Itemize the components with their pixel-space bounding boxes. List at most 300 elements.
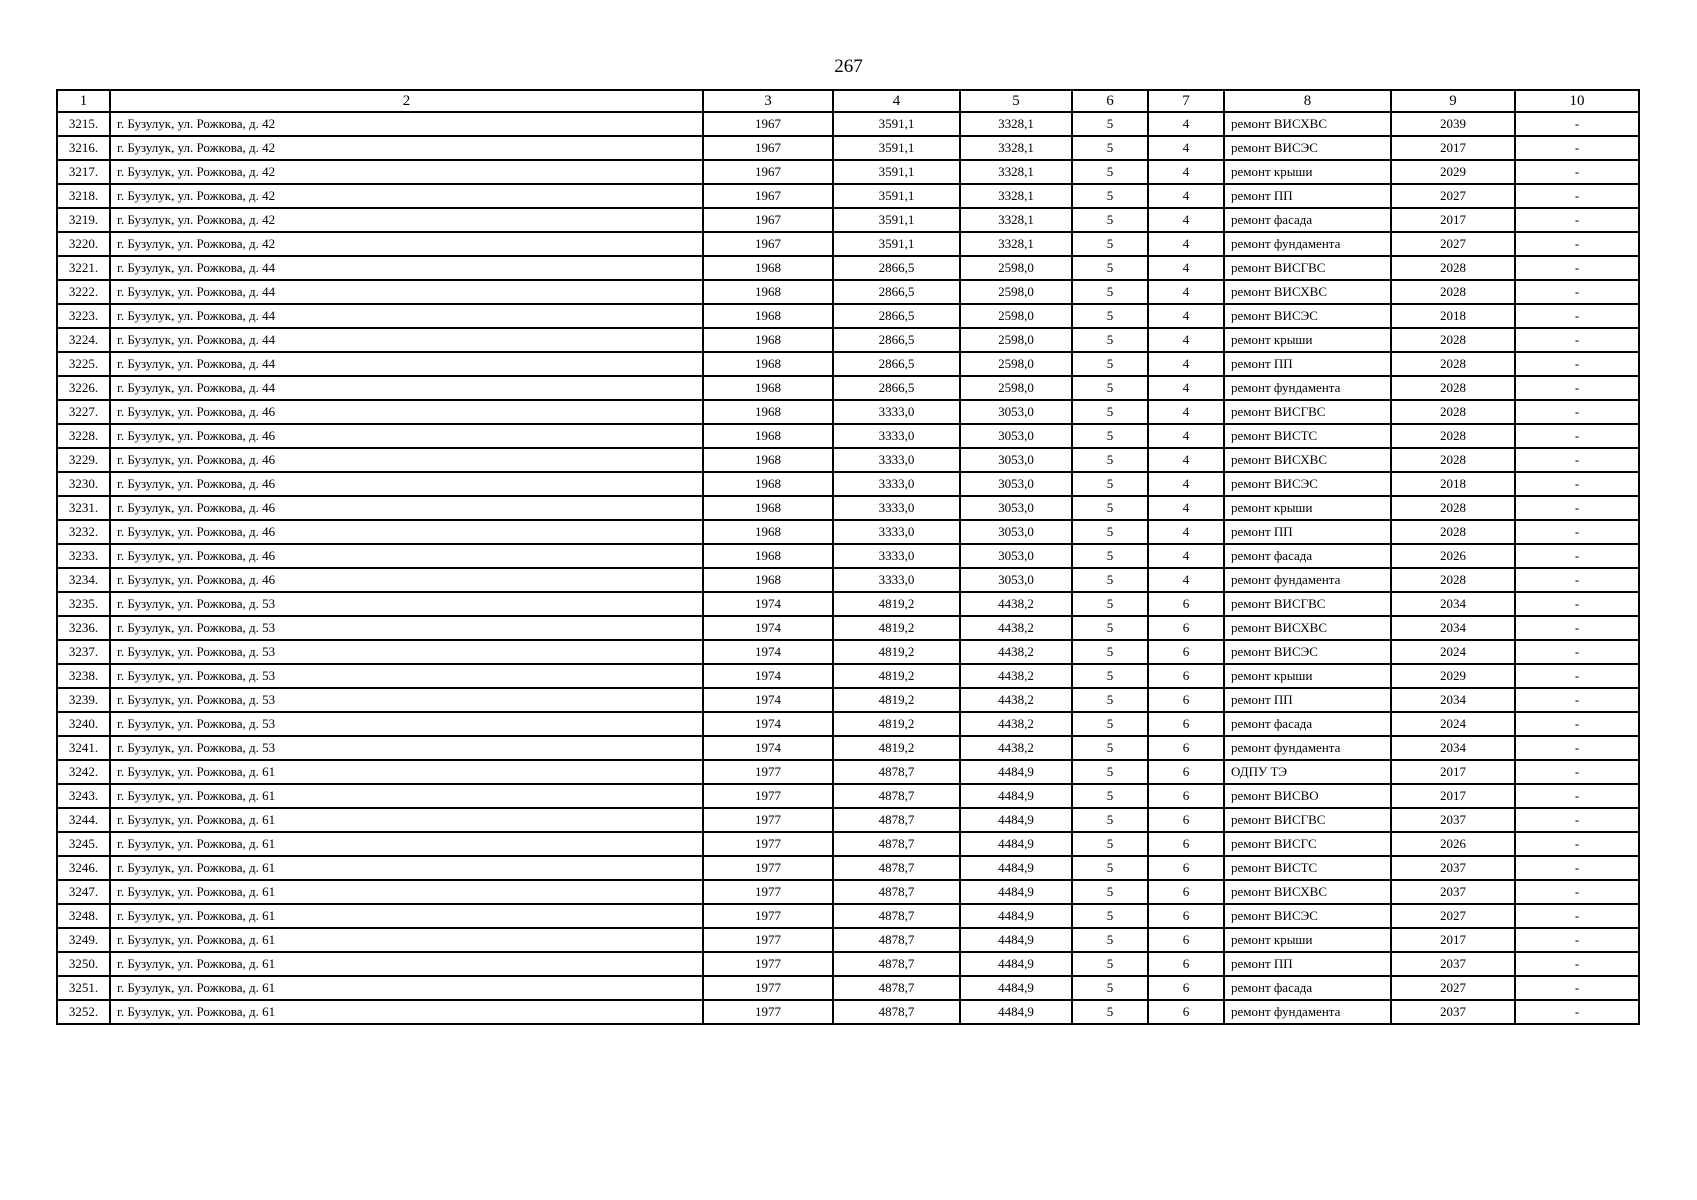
work-type-cell: ремонт фундамента: [1224, 736, 1391, 760]
address-cell: г. Бузулук, ул. Рожкова, д. 44: [110, 352, 703, 376]
living-area-cell: 4484,9: [960, 904, 1072, 928]
row-number: 3235.: [57, 592, 110, 616]
row-number: 3251.: [57, 976, 110, 1000]
living-area-cell: 4484,9: [960, 952, 1072, 976]
work-type-cell: ремонт ПП: [1224, 352, 1391, 376]
table-row: [57, 472, 1639, 496]
table-row: [57, 712, 1639, 736]
table-row: [57, 976, 1639, 1000]
work-type-cell: ремонт крыши: [1224, 160, 1391, 184]
row-number: 3218.: [57, 184, 110, 208]
work-type-cell: ремонт крыши: [1224, 664, 1391, 688]
living-area-cell: 4484,9: [960, 808, 1072, 832]
entrances-cell: 6: [1148, 688, 1224, 712]
floors-cell: 5: [1072, 256, 1148, 280]
total-area-cell: 4878,7: [833, 976, 960, 1000]
floors-cell: 5: [1072, 736, 1148, 760]
row-number: 3242.: [57, 760, 110, 784]
column-header: 10: [1515, 90, 1639, 112]
row-number: 3222.: [57, 280, 110, 304]
total-area-cell: 4819,2: [833, 688, 960, 712]
address-cell: г. Бузулук, ул. Рожкова, д. 44: [110, 328, 703, 352]
total-area-cell: 4878,7: [833, 832, 960, 856]
year-built-cell: 1977: [703, 952, 833, 976]
total-area-cell: 2866,5: [833, 376, 960, 400]
living-area-cell: 4438,2: [960, 688, 1072, 712]
address-cell: г. Бузулук, ул. Рожкова, д. 42: [110, 232, 703, 256]
table-row: [57, 184, 1639, 208]
work-type-cell: ремонт крыши: [1224, 496, 1391, 520]
year-built-cell: 1968: [703, 448, 833, 472]
note-cell: -: [1515, 928, 1639, 952]
total-area-cell: 3333,0: [833, 520, 960, 544]
row-number: 3236.: [57, 616, 110, 640]
entrances-cell: 6: [1148, 832, 1224, 856]
note-cell: -: [1515, 160, 1639, 184]
plan-year-cell: 2028: [1391, 496, 1515, 520]
entrances-cell: 4: [1148, 520, 1224, 544]
living-area-cell: 3053,0: [960, 544, 1072, 568]
year-built-cell: 1968: [703, 304, 833, 328]
table-row: [57, 616, 1639, 640]
total-area-cell: 3333,0: [833, 472, 960, 496]
address-cell: г. Бузулук, ул. Рожкова, д. 46: [110, 400, 703, 424]
address-cell: г. Бузулук, ул. Рожкова, д. 61: [110, 952, 703, 976]
year-built-cell: 1968: [703, 544, 833, 568]
address-cell: г. Бузулук, ул. Рожкова, д. 53: [110, 616, 703, 640]
address-cell: г. Бузулук, ул. Рожкова, д. 61: [110, 856, 703, 880]
work-type-cell: ОДПУ ТЭ: [1224, 760, 1391, 784]
address-cell: г. Бузулук, ул. Рожкова, д. 46: [110, 424, 703, 448]
table-row: [57, 304, 1639, 328]
address-cell: г. Бузулук, ул. Рожкова, д. 61: [110, 832, 703, 856]
entrances-cell: 6: [1148, 784, 1224, 808]
address-cell: г. Бузулук, ул. Рожкова, д. 53: [110, 640, 703, 664]
living-area-cell: 4438,2: [960, 712, 1072, 736]
year-built-cell: 1967: [703, 184, 833, 208]
entrances-cell: 6: [1148, 616, 1224, 640]
note-cell: -: [1515, 136, 1639, 160]
entrances-cell: 4: [1148, 352, 1224, 376]
year-built-cell: 1967: [703, 160, 833, 184]
row-number: 3252.: [57, 1000, 110, 1024]
entrances-cell: 4: [1148, 400, 1224, 424]
address-cell: г. Бузулук, ул. Рожкова, д. 53: [110, 688, 703, 712]
table-row: [57, 136, 1639, 160]
living-area-cell: 3328,1: [960, 232, 1072, 256]
plan-year-cell: 2017: [1391, 784, 1515, 808]
total-area-cell: 3591,1: [833, 136, 960, 160]
registry-table: [56, 89, 1640, 1025]
entrances-cell: 6: [1148, 736, 1224, 760]
entrances-cell: 4: [1148, 304, 1224, 328]
year-built-cell: 1967: [703, 136, 833, 160]
note-cell: -: [1515, 568, 1639, 592]
floors-cell: 5: [1072, 640, 1148, 664]
work-type-cell: ремонт ВИСХВС: [1224, 112, 1391, 136]
address-cell: г. Бузулук, ул. Рожкова, д. 61: [110, 880, 703, 904]
address-cell: г. Бузулук, ул. Рожкова, д. 61: [110, 760, 703, 784]
living-area-cell: 4484,9: [960, 976, 1072, 1000]
floors-cell: 5: [1072, 856, 1148, 880]
living-area-cell: 4438,2: [960, 664, 1072, 688]
plan-year-cell: 2029: [1391, 664, 1515, 688]
table-row: [57, 736, 1639, 760]
note-cell: -: [1515, 880, 1639, 904]
floors-cell: 5: [1072, 496, 1148, 520]
total-area-cell: 3591,1: [833, 160, 960, 184]
note-cell: -: [1515, 712, 1639, 736]
note-cell: -: [1515, 280, 1639, 304]
entrances-cell: 4: [1148, 280, 1224, 304]
plan-year-cell: 2028: [1391, 256, 1515, 280]
floors-cell: 5: [1072, 808, 1148, 832]
row-number: 3224.: [57, 328, 110, 352]
note-cell: -: [1515, 184, 1639, 208]
entrances-cell: 6: [1148, 664, 1224, 688]
plan-year-cell: 2037: [1391, 808, 1515, 832]
note-cell: -: [1515, 664, 1639, 688]
plan-year-cell: 2028: [1391, 448, 1515, 472]
living-area-cell: 4484,9: [960, 856, 1072, 880]
work-type-cell: ремонт ПП: [1224, 184, 1391, 208]
address-cell: г. Бузулук, ул. Рожкова, д. 46: [110, 520, 703, 544]
living-area-cell: 4438,2: [960, 736, 1072, 760]
table-row: [57, 832, 1639, 856]
row-number: 3240.: [57, 712, 110, 736]
column-header: 8: [1224, 90, 1391, 112]
floors-cell: 5: [1072, 712, 1148, 736]
address-cell: г. Бузулук, ул. Рожкова, д. 46: [110, 496, 703, 520]
total-area-cell: 3333,0: [833, 448, 960, 472]
address-cell: г. Бузулук, ул. Рожкова, д. 44: [110, 376, 703, 400]
year-built-cell: 1977: [703, 1000, 833, 1024]
plan-year-cell: 2028: [1391, 376, 1515, 400]
plan-year-cell: 2028: [1391, 400, 1515, 424]
work-type-cell: ремонт ВИСХВС: [1224, 448, 1391, 472]
entrances-cell: 4: [1148, 424, 1224, 448]
row-number: 3234.: [57, 568, 110, 592]
work-type-cell: ремонт ВИСЭС: [1224, 904, 1391, 928]
entrances-cell: 6: [1148, 1000, 1224, 1024]
living-area-cell: 3053,0: [960, 400, 1072, 424]
floors-cell: 5: [1072, 880, 1148, 904]
total-area-cell: 3591,1: [833, 208, 960, 232]
address-cell: г. Бузулук, ул. Рожкова, д. 53: [110, 664, 703, 688]
work-type-cell: ремонт фасада: [1224, 208, 1391, 232]
address-cell: г. Бузулук, ул. Рожкова, д. 42: [110, 208, 703, 232]
floors-cell: 5: [1072, 832, 1148, 856]
work-type-cell: ремонт ПП: [1224, 520, 1391, 544]
living-area-cell: 4484,9: [960, 928, 1072, 952]
table-row: [57, 808, 1639, 832]
note-cell: -: [1515, 496, 1639, 520]
plan-year-cell: 2017: [1391, 928, 1515, 952]
floors-cell: 5: [1072, 472, 1148, 496]
plan-year-cell: 2017: [1391, 136, 1515, 160]
total-area-cell: 4819,2: [833, 616, 960, 640]
work-type-cell: ремонт ВИСВО: [1224, 784, 1391, 808]
column-header: 5: [960, 90, 1072, 112]
living-area-cell: 3053,0: [960, 424, 1072, 448]
entrances-cell: 4: [1148, 376, 1224, 400]
year-built-cell: 1977: [703, 856, 833, 880]
work-type-cell: ремонт ВИСЭС: [1224, 136, 1391, 160]
row-number: 3216.: [57, 136, 110, 160]
table-row: [57, 568, 1639, 592]
total-area-cell: 4878,7: [833, 928, 960, 952]
page-number: 267: [834, 56, 863, 77]
year-built-cell: 1968: [703, 568, 833, 592]
work-type-cell: ремонт ВИСЭС: [1224, 472, 1391, 496]
table-row: [57, 448, 1639, 472]
table-row: [57, 880, 1639, 904]
floors-cell: 5: [1072, 208, 1148, 232]
work-type-cell: ремонт фасада: [1224, 976, 1391, 1000]
table-row: [57, 208, 1639, 232]
floors-cell: 5: [1072, 568, 1148, 592]
column-header: 9: [1391, 90, 1515, 112]
address-cell: г. Бузулук, ул. Рожкова, д. 42: [110, 184, 703, 208]
plan-year-cell: 2037: [1391, 856, 1515, 880]
floors-cell: 5: [1072, 784, 1148, 808]
table-row: [57, 424, 1639, 448]
header-row: [57, 90, 1639, 112]
table-row: [57, 592, 1639, 616]
table-row: [57, 856, 1639, 880]
year-built-cell: 1974: [703, 616, 833, 640]
total-area-cell: 3333,0: [833, 544, 960, 568]
entrances-cell: 6: [1148, 856, 1224, 880]
note-cell: -: [1515, 1000, 1639, 1024]
work-type-cell: ремонт ВИСЭС: [1224, 640, 1391, 664]
total-area-cell: 3591,1: [833, 232, 960, 256]
year-built-cell: 1977: [703, 976, 833, 1000]
row-number: 3244.: [57, 808, 110, 832]
plan-year-cell: 2034: [1391, 736, 1515, 760]
living-area-cell: 3328,1: [960, 208, 1072, 232]
address-cell: г. Бузулук, ул. Рожкова, д. 46: [110, 472, 703, 496]
floors-cell: 5: [1072, 160, 1148, 184]
work-type-cell: ремонт ПП: [1224, 688, 1391, 712]
year-built-cell: 1974: [703, 688, 833, 712]
plan-year-cell: 2028: [1391, 424, 1515, 448]
row-number: 3246.: [57, 856, 110, 880]
row-number: 3215.: [57, 112, 110, 136]
work-type-cell: ремонт ВИСЭС: [1224, 304, 1391, 328]
year-built-cell: 1967: [703, 112, 833, 136]
plan-year-cell: 2026: [1391, 544, 1515, 568]
row-number: 3249.: [57, 928, 110, 952]
table-row: [57, 256, 1639, 280]
entrances-cell: 4: [1148, 328, 1224, 352]
work-type-cell: ремонт ВИСГВС: [1224, 808, 1391, 832]
total-area-cell: 4878,7: [833, 856, 960, 880]
floors-cell: 5: [1072, 136, 1148, 160]
entrances-cell: 4: [1148, 184, 1224, 208]
floors-cell: 5: [1072, 232, 1148, 256]
plan-year-cell: 2034: [1391, 688, 1515, 712]
row-number: 3226.: [57, 376, 110, 400]
total-area-cell: 4878,7: [833, 952, 960, 976]
entrances-cell: 4: [1148, 160, 1224, 184]
column-header: 6: [1072, 90, 1148, 112]
address-cell: г. Бузулук, ул. Рожкова, д. 61: [110, 928, 703, 952]
address-cell: г. Бузулук, ул. Рожкова, д. 44: [110, 304, 703, 328]
note-cell: -: [1515, 328, 1639, 352]
address-cell: г. Бузулук, ул. Рожкова, д. 61: [110, 808, 703, 832]
entrances-cell: 6: [1148, 904, 1224, 928]
entrances-cell: 6: [1148, 928, 1224, 952]
entrances-cell: 6: [1148, 712, 1224, 736]
note-cell: -: [1515, 616, 1639, 640]
plan-year-cell: 2028: [1391, 328, 1515, 352]
year-built-cell: 1968: [703, 472, 833, 496]
note-cell: -: [1515, 472, 1639, 496]
year-built-cell: 1967: [703, 208, 833, 232]
total-area-cell: 3591,1: [833, 184, 960, 208]
note-cell: -: [1515, 304, 1639, 328]
note-cell: -: [1515, 544, 1639, 568]
year-built-cell: 1977: [703, 808, 833, 832]
note-cell: -: [1515, 376, 1639, 400]
total-area-cell: 2866,5: [833, 304, 960, 328]
note-cell: -: [1515, 976, 1639, 1000]
address-cell: г. Бузулук, ул. Рожкова, д. 44: [110, 280, 703, 304]
total-area-cell: 3591,1: [833, 112, 960, 136]
floors-cell: 5: [1072, 688, 1148, 712]
plan-year-cell: 2028: [1391, 352, 1515, 376]
plan-year-cell: 2034: [1391, 616, 1515, 640]
table-row: [57, 928, 1639, 952]
table-row: [57, 520, 1639, 544]
year-built-cell: 1977: [703, 880, 833, 904]
floors-cell: 5: [1072, 424, 1148, 448]
plan-year-cell: 2028: [1391, 520, 1515, 544]
row-number: 3225.: [57, 352, 110, 376]
note-cell: -: [1515, 232, 1639, 256]
table-row: [57, 352, 1639, 376]
living-area-cell: 3328,1: [960, 136, 1072, 160]
work-type-cell: ремонт ВИСХВС: [1224, 880, 1391, 904]
table-row: [57, 376, 1639, 400]
note-cell: -: [1515, 424, 1639, 448]
plan-year-cell: 2018: [1391, 304, 1515, 328]
note-cell: -: [1515, 832, 1639, 856]
plan-year-cell: 2027: [1391, 976, 1515, 1000]
address-cell: г. Бузулук, ул. Рожкова, д. 53: [110, 736, 703, 760]
living-area-cell: 2598,0: [960, 352, 1072, 376]
address-cell: г. Бузулук, ул. Рожкова, д. 53: [110, 592, 703, 616]
floors-cell: 5: [1072, 760, 1148, 784]
living-area-cell: 3328,1: [960, 160, 1072, 184]
row-number: 3233.: [57, 544, 110, 568]
plan-year-cell: 2039: [1391, 112, 1515, 136]
table-row: [57, 160, 1639, 184]
entrances-cell: 4: [1148, 496, 1224, 520]
living-area-cell: 4484,9: [960, 1000, 1072, 1024]
work-type-cell: ремонт фундамента: [1224, 568, 1391, 592]
entrances-cell: 4: [1148, 256, 1224, 280]
floors-cell: 5: [1072, 520, 1148, 544]
row-number: 3232.: [57, 520, 110, 544]
work-type-cell: ремонт ВИСТС: [1224, 424, 1391, 448]
entrances-cell: 4: [1148, 568, 1224, 592]
note-cell: -: [1515, 640, 1639, 664]
total-area-cell: 2866,5: [833, 256, 960, 280]
entrances-cell: 4: [1148, 232, 1224, 256]
year-built-cell: 1967: [703, 232, 833, 256]
year-built-cell: 1968: [703, 520, 833, 544]
plan-year-cell: 2027: [1391, 232, 1515, 256]
living-area-cell: 2598,0: [960, 328, 1072, 352]
living-area-cell: 2598,0: [960, 376, 1072, 400]
living-area-cell: 2598,0: [960, 280, 1072, 304]
work-type-cell: ремонт фундамента: [1224, 1000, 1391, 1024]
row-number: 3248.: [57, 904, 110, 928]
floors-cell: 5: [1072, 664, 1148, 688]
address-cell: г. Бузулук, ул. Рожкова, д. 61: [110, 1000, 703, 1024]
table-row: [57, 280, 1639, 304]
work-type-cell: ремонт фундамента: [1224, 376, 1391, 400]
total-area-cell: 4819,2: [833, 664, 960, 688]
total-area-cell: 4819,2: [833, 712, 960, 736]
plan-year-cell: 2029: [1391, 160, 1515, 184]
row-number: 3247.: [57, 880, 110, 904]
entrances-cell: 4: [1148, 208, 1224, 232]
year-built-cell: 1968: [703, 280, 833, 304]
address-cell: г. Бузулук, ул. Рожкова, д. 61: [110, 784, 703, 808]
table-row: [57, 760, 1639, 784]
living-area-cell: 3328,1: [960, 112, 1072, 136]
work-type-cell: ремонт фасада: [1224, 712, 1391, 736]
entrances-cell: 4: [1148, 448, 1224, 472]
entrances-cell: 4: [1148, 112, 1224, 136]
note-cell: -: [1515, 736, 1639, 760]
plan-year-cell: 2028: [1391, 280, 1515, 304]
address-cell: г. Бузулук, ул. Рожкова, д. 44: [110, 256, 703, 280]
plan-year-cell: 2027: [1391, 184, 1515, 208]
work-type-cell: ремонт ВИСГВС: [1224, 256, 1391, 280]
year-built-cell: 1968: [703, 376, 833, 400]
column-header: 1: [57, 90, 110, 112]
address-cell: г. Бузулук, ул. Рожкова, д. 46: [110, 544, 703, 568]
work-type-cell: ремонт крыши: [1224, 928, 1391, 952]
living-area-cell: 4484,9: [960, 760, 1072, 784]
row-number: 3220.: [57, 232, 110, 256]
total-area-cell: 3333,0: [833, 568, 960, 592]
year-built-cell: 1974: [703, 592, 833, 616]
floors-cell: 5: [1072, 544, 1148, 568]
entrances-cell: 6: [1148, 952, 1224, 976]
table-row: [57, 232, 1639, 256]
plan-year-cell: 2037: [1391, 1000, 1515, 1024]
floors-cell: 5: [1072, 328, 1148, 352]
plan-year-cell: 2034: [1391, 592, 1515, 616]
total-area-cell: 4878,7: [833, 808, 960, 832]
note-cell: -: [1515, 904, 1639, 928]
address-cell: г. Бузулук, ул. Рожкова, д. 46: [110, 568, 703, 592]
total-area-cell: 4878,7: [833, 760, 960, 784]
table-row: [57, 640, 1639, 664]
row-number: 3250.: [57, 952, 110, 976]
living-area-cell: 3053,0: [960, 568, 1072, 592]
floors-cell: 5: [1072, 952, 1148, 976]
living-area-cell: 3053,0: [960, 448, 1072, 472]
floors-cell: 5: [1072, 616, 1148, 640]
living-area-cell: 4438,2: [960, 640, 1072, 664]
column-header: 4: [833, 90, 960, 112]
